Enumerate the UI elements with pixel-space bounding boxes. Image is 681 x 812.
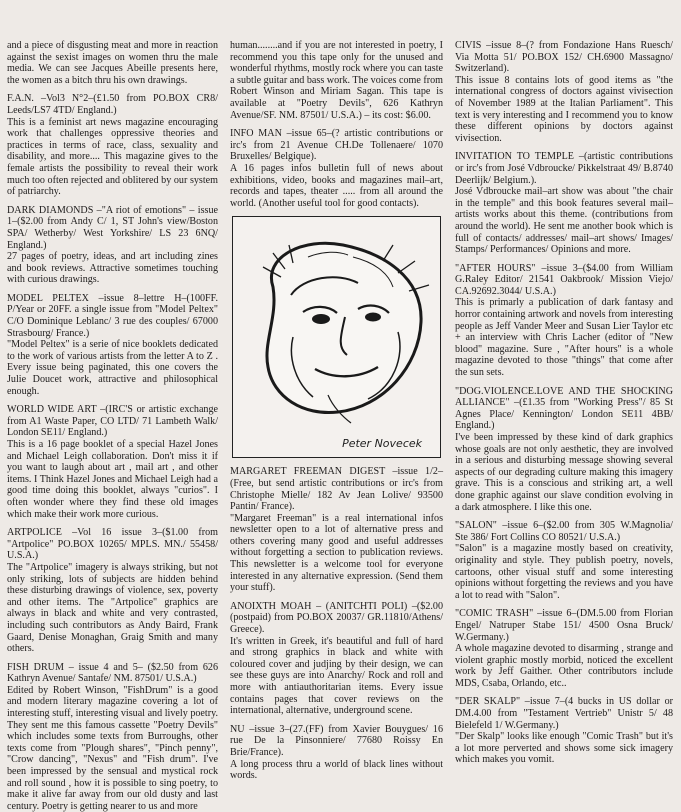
review-fish-drum <box>7 662 218 812</box>
review-artpolice <box>7 527 218 655</box>
review-dark-diamonds <box>7 205 218 286</box>
review-heading: DARK DIAMONDS –"A riot of emotions" – issue 1–($2.00 from Andy C/ 1, ST John's view/Boston SPA/ Wetherby/ West Yorkshire/ LS 23 6NQ/ England.) <box>7 204 218 251</box>
review-text: This is a feminist art news magazine encouraging work that challenges oppressive theories and practices in terms of race, class, sexuality and disability, and more.... This magazine gives to the female artists the possibility to reveal their work much too often rejected and oblitered by our system of patriarchy. <box>7 116 218 198</box>
illustration-frame <box>232 216 441 458</box>
review-heading: F.A.N. –Vol3 N°2–(£1.50 from PO.BOX CR8/ Leeds/LS7 4TD/ England.) <box>7 93 218 116</box>
review-text: Edited by Robert Winson, "FishDrum" is a good and modern literary magazine covering a lot of interesting stuff, interesting visual and lively poetry. They sent me this famous cassette "Poetry Devils" which includes some texts from Burroughs, other texts come from "Plough shares", "Pinch penny", "Crow dancing", "Nexus" and "Fish drum". I've been impressed by the sensual and mystical rock and roll sound , how it is possible to sing poetry, to make it alive far away from our old dusty and last century. Poetry is getting nearer to us and more <box>7 684 218 812</box>
review-heading: "DER SKALP" –issue 7–(4 bucks in US dollar or DM.4.00 from "Testament Vertrieb" Unistr 5/ 48 Bielefeld 1/ W.Germany.) <box>455 696 673 731</box>
review-heading: "SALON" –issue 6–($2.00 from 305 W.Magnolia/ Ste 386/ Fort Collins CO 80521/ U.S.A.) <box>455 520 673 543</box>
review-text: A whole magazine devoted to disarming , strange and violent graphic mostly morbid, noticed the excellent work by Jeff Gaither. Other contributors include MDS, Csaba, Orlando, etc.. <box>455 643 673 689</box>
review-text: "Model Peltex" is a serie of nice booklets dedicated to the work of various artists from the letter A to Z . Every issue being paginated, this one covers the Julie Doucet work, attractive and philosophical enough. <box>7 339 218 397</box>
review-heading: INFO MAN –issue 65–(? artistic contributions or irc's from 21 Avenue CH.De Tollenaere/ 1070 Bruxelles/ Belgique). <box>230 128 443 163</box>
review-text: A 16 pages infos bulletin full of news about exhibitions, video, books and magazines mail–art, records and tapes, theater ..... from all around the world. (Another useful tool for good contacts). <box>230 162 443 209</box>
column-middle <box>230 40 443 794</box>
review-model-peltex <box>7 293 218 397</box>
review-text: It's written in Greek, it's beautiful and full of hard and strong graphics in black and white with coloured cover and judjing by their design, we can see these guys are into Anarchy/ Rock and roll and more with antiauthoritarian items. Every issue contains pages that cover reviews on the international, alternative, underground scene. <box>230 635 443 717</box>
review-heading: ANOIXTH MOAH – (ANITCHTI POLI) –($2.00 (postpaid) from PO.BOX 20037/ GR.11810/Athens/ Greece). <box>230 600 443 636</box>
review-heading: NU –issue 3–(27.(FF) from Xavier Bouygues/ 16 rue De la Pinsonniere/ 77680 Roissy En Brie/France). <box>230 723 443 758</box>
review-nu <box>230 724 443 782</box>
review-heading: INVITATION TO TEMPLE –(artistic contributions or irc's from José Vdbroucke/ Pikkelstraat 49/ B.8740 Deerlijk/ Belgium.). <box>455 151 673 186</box>
review-after-hours <box>455 263 673 379</box>
illustration-signature: Peter Novecek <box>342 436 422 450</box>
review-text: "Salon" is a magazine mostly based on creativity, originality and style. They publish poetry, novels, cartoons, other visual stuff and some interesting opinions without forgetting the reviews and you have a lot to read with "Salon". <box>455 543 673 601</box>
review-heading: MODEL PELTEX –issue 8–lettre H–(100FF. P/Year or 20FF. a single issue from "Model Peltex" C/O Dominique Leblanc/ 3 rue des couples/ 67000 Strasbourg/ France.) <box>7 292 218 339</box>
continued-text: and a piece of disgusting meat and more in reaction against the sexist images on women thru the male media. We can see Jacques Abeille presents here, the women as a bitch thru his own drawings. <box>7 40 218 86</box>
column-left <box>7 40 218 812</box>
review-heading: CIVIS –issue 8–(? from Fondazione Hans Ruesch/ Via Motta 51/ PO.BOX 152/ CH.6900 Massagno/ Switzerland). <box>455 40 673 75</box>
review-civis <box>455 40 673 144</box>
review-salon <box>455 520 673 601</box>
review-fan <box>7 93 218 197</box>
review-comic-trash <box>455 608 673 689</box>
review-heading: "DOG.VIOLENCE.LOVE AND THE SHOCKING ALLIANCE" –(£1.35 from "Working Press"/ 85 St Agnes Place/ Kennington/ London SE11 4BB/ England.) <box>455 385 673 432</box>
review-heading: "AFTER HOURS" –issue 3–($4.00 from William G.Raley Editor/ 21541 Oakbrook/ Mission Viejo/ CA.92692.3044/ U.S.A.) <box>455 262 673 297</box>
review-text: This is primarly a publication of dark fantasy and horror containing artwork and novels from interesting people as Jeff Vander Meer and Susan Lier Taylor etc + an interview with Chris Lacher (editor of "New blood" magazine. Sure , "After hours" is a whole magazine devoted to those "things" that come after the sun sets. <box>455 297 673 379</box>
review-text: José Vdbroucke mail–art show was about "the chair in the temple" and this book features several mail–artists works about this theme. (contributions from around the world). He sent me another book which is full of contacts/ addresses/ mail–art shows/ Images/ Stamps/ Performances/ Opinions and more. <box>455 186 673 256</box>
review-heading: WORLD WIDE ART –(IRC'S or artistic exchange from A1 Waste Paper, CO LTD/ 71 Lambeth Walk/ London SE11/ England.) <box>7 404 218 439</box>
face-illustration <box>233 217 440 457</box>
review-info-man <box>230 128 443 209</box>
continued-text: human........and if you are not interested in poetry, I recommend you this tape only for the unused and wonderful rhythms, mostly rock where you can taste a subtle guitar and bass work. The voices come from Robert Winson and Miriam Sagan. This tape is available at "Poetry Devils", 626 Kathryn Avenue/SF. NM. 87501/ U.S.A.) – its cost: $6.00. <box>230 40 443 121</box>
review-anoixth-moah <box>230 601 443 717</box>
review-dog-violence <box>455 386 673 514</box>
review-heading: MARGARET FREEMAN DIGEST –issue 1/2– (Free, but send artistic contributions or irc's from Christophe Mielle/ 182 Av Jean Lolive/ 93500 Pantin/ France). <box>230 466 443 513</box>
review-world-wide-art <box>7 404 218 520</box>
review-text: A long process thru a world of black lines without words. <box>230 758 443 782</box>
review-text: I've been impressed by these kind of dark graphics whose goals are not only aesthetic, they are involved in a serious and disturbing message showing several aspects of our degrading culture making this imagery grave. This is a conscious and striking art, a well done graphic against our slave condition evolving in a dark atmosphere. I like this one. <box>455 432 673 513</box>
review-text: This issue 8 contains lots of good items as "the international congress of doctors against vivisection of November 1989 at the Italian Parliament". This text is very interesting and I recommend you to know these different opinions by doctors against vivisection. <box>455 74 673 144</box>
review-text: This is a 16 page booklet of a special Hazel Jones and Michael Leigh collaboration. Don't miss it if you want to laugh about art , mail art , and other items. I Think Hazel Jones and Michael Leigh had a good time doing this booklet, always "curios". I often wonder where they find these old images which make their work more curious. <box>7 439 218 520</box>
review-margaret-freeman <box>230 466 443 594</box>
review-heading: "COMIC TRASH" –issue 6–(DM.5.00 from Florian Engel/ Natruper Stabe 151/ 4500 Osna Bruck/ W.Germany.) <box>455 608 673 643</box>
column-right <box>455 40 673 794</box>
review-text: "Der Skalp" looks like enough "Comic Trash" but it's a lot more perverted and shows some sick imagery which makes you vomit. <box>455 731 673 766</box>
review-der-skalp <box>455 696 673 766</box>
review-heading: FISH DRUM – issue 4 and 5– ($2.50 from 626 Kathryn Avenue/ Santafe/ NM. 87501/ U.S.A.) <box>7 661 218 685</box>
review-text: The "Artpolice" imagery is always striking, but not only striking, lots of subjects are hidden behind these disturbing drawings of violence, sex, poverty and other items. The "Artpolice" graphics are always in black and white and very contrasted, including such contributors as Andy Baird, Frank Gaard, Denise Monaghan, Graig Smith and many others. <box>7 561 218 655</box>
review-text: 27 pages of poetry, ideas, and art including zines and book reviews. Attractive sometimes touching with curious drawings. <box>7 251 218 286</box>
review-heading: ARTPOLICE –Vol 16 issue 3–($1.00 from "Artpolice" PO.BOX 10265/ MPLS. MN./ 55458/ U.S.A.) <box>7 527 218 562</box>
review-text: "Margaret Freeman" is a real international infos newsletter open to a lot of alternative press and others covering many good and useful addresses without forgetting a section to publication reviews. This newsletter is a welcome tool for everyone interested in any alternative expression. (Send them your stuff). <box>230 512 443 594</box>
review-invitation-to-temple <box>455 151 673 255</box>
